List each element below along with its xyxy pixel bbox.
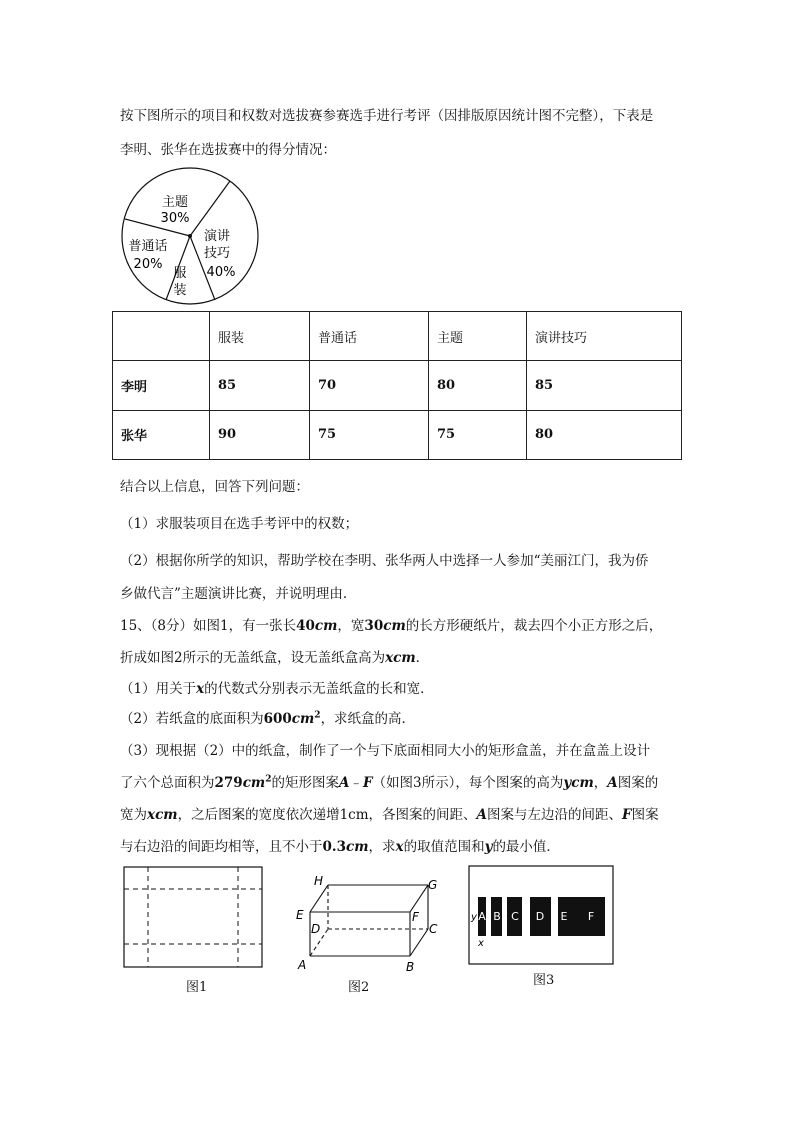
pie-center [188, 234, 192, 238]
score-cell: 80 [429, 361, 527, 410]
row-name: 张华 [113, 410, 210, 459]
q15-text: 图案的 [617, 775, 659, 791]
score-cell: 70 [310, 361, 429, 410]
figure-3-lid [466, 864, 616, 967]
unit-squared: 2 [265, 774, 272, 785]
vertex-label: B [406, 960, 415, 974]
vertex-label: H [314, 874, 324, 888]
q15-sub-1 [120, 677, 434, 697]
unit-cm: cm [346, 839, 369, 855]
vertex-label: D [311, 922, 321, 936]
vertex-label: A [298, 958, 307, 972]
q15-text: ，宽 [337, 618, 365, 634]
q15-line-1 [120, 614, 662, 634]
pie-label-speech: 演讲 [203, 229, 231, 244]
q14-part-2-line-1: （2）根据你所学的知识，帮助学校在李明、张华两人中选择一人参加“美丽江门，我为侨 [120, 553, 649, 569]
q15-text: 图案 [631, 807, 659, 823]
q15-text: ，各图案的间距、 [368, 807, 477, 823]
area-value: 600 [263, 711, 292, 727]
q15-sub-3-line-4 [120, 835, 560, 855]
var-y: y [484, 839, 493, 855]
unit-squared: 2 [314, 710, 321, 721]
q15-text: 的代数式分别表示无盖纸盒的长和宽． [204, 681, 434, 697]
cardboard-outline [124, 867, 262, 967]
unit-cm: cm [242, 775, 266, 791]
unit-cm: cm [291, 711, 315, 727]
score-table [112, 311, 682, 460]
figure-1-caption: 图1 [186, 980, 208, 995]
score-cell: 85 [210, 361, 310, 410]
pie-label-speech-2: 技巧 [203, 246, 231, 261]
var-F: F [622, 807, 632, 823]
q15-text: ， [593, 775, 608, 791]
unit-cm: cm [393, 650, 416, 666]
q15-text: ． [415, 650, 430, 666]
table-header-row [113, 312, 682, 361]
q15-text: 的矩形图案 [271, 775, 339, 791]
q15-text: 的取值范围和 [403, 839, 485, 855]
intro-line-1: 按下图所示的项目和权数对选拔赛参赛选手进行考评（因排版原因统计图不完整），下表是 [120, 108, 654, 124]
pattern-label: E [560, 910, 568, 923]
score-cell: 75 [310, 410, 429, 459]
q15-text: 的最小值． [492, 839, 560, 855]
q15-text: （2）若纸盒的底面积为 [120, 711, 264, 727]
score-cell: 80 [527, 410, 682, 459]
q15-text: ，求 [368, 839, 396, 855]
q14-part-2-line-2: 乡做代言”主题演讲比赛，并说明理由． [120, 586, 357, 602]
table-header-cell: 服装 [210, 312, 310, 361]
q15-line-2 [120, 646, 429, 666]
table-header-cell: 演讲技巧 [527, 312, 682, 361]
table-header-cell: 普通话 [310, 312, 429, 361]
vertex-label: E [296, 908, 304, 922]
pie-label-topic: 主题 [161, 195, 189, 210]
increment-value: 1 [339, 807, 349, 823]
min-gap: 0.3 [322, 839, 346, 855]
pie-label-topic-pct: 30% [160, 211, 190, 226]
pie-label-clothing: 服 [173, 266, 187, 281]
q15-text: ，之后图案的宽度依次递增 [177, 807, 340, 823]
unit-cm: cm [314, 618, 338, 634]
score-cell: 90 [210, 410, 310, 459]
var-x: x [196, 681, 205, 697]
pattern-label: D [535, 910, 545, 923]
q15-text: 的长方形硬纸片，裁去四个小正方形之后， [405, 618, 663, 634]
var-x: x [147, 807, 156, 823]
vertex-label: C [429, 922, 438, 936]
var-A: A [338, 775, 350, 791]
table-header-cell [113, 312, 210, 361]
q15-text: 了六个总面积为 [120, 775, 215, 791]
x-dimension-label: x [478, 938, 484, 949]
q15-width: 30 [364, 618, 384, 634]
var-y: y [563, 775, 572, 791]
figure-2-caption: 图2 [348, 980, 370, 995]
intro-line-2: 李明、张华在选拔赛中的得分情况： [120, 142, 336, 158]
y-dimension-label: y [471, 912, 477, 923]
pie-label-mandarin: 普通话 [128, 239, 168, 254]
q15-text: 宽为 [120, 807, 147, 823]
table-header-cell: 主题 [429, 312, 527, 361]
var-A: A [607, 775, 618, 791]
unit-cm: cm [571, 775, 594, 791]
var-A: A [476, 807, 488, 823]
pie-label-speech-pct: 40% [206, 265, 236, 280]
q14-prompt: 结合以上信息，回答下列问题： [120, 479, 309, 495]
pie-label-clothing-2: 装 [173, 283, 187, 298]
unit-cm: cm [348, 807, 369, 823]
pattern-label: B [493, 910, 501, 923]
q15-sub-3-line-2 [120, 771, 658, 791]
q15-text: （如图3所示），每个图案的高为 [372, 775, 564, 791]
pattern-label: F [587, 910, 595, 923]
q15-sub-2 [120, 707, 415, 727]
q15-length: 40 [296, 618, 315, 634]
q15-text: ﹣ [349, 775, 363, 791]
row-name: 李明 [113, 361, 210, 410]
vertex-label: G [428, 878, 438, 892]
q15-text: 图案与左边沿的间距、 [487, 807, 623, 823]
score-cell: 85 [527, 361, 682, 410]
figure-2-box [290, 868, 445, 978]
unit-cm: cm [383, 618, 406, 634]
var-x: x [395, 839, 404, 855]
unit-cm: cm [155, 807, 178, 823]
q15-text: 15、（8分）如图1，有一张长 [120, 618, 297, 634]
table-row [113, 410, 682, 459]
q15-text: 与右边沿的间距均相等，且不小于 [120, 839, 323, 855]
weight-pie-chart [118, 164, 263, 309]
vertex-label: F [412, 910, 419, 924]
q15-sub-3-line-3 [120, 803, 659, 823]
total-area: 279 [214, 775, 243, 791]
score-cell: 75 [429, 410, 527, 459]
q14-part-1: （1）求服装项目在选手考评中的权数； [120, 516, 359, 532]
q15-text: （1）用关于 [120, 681, 197, 697]
var-x: x [385, 650, 394, 666]
figure-1-cardboard [120, 863, 266, 971]
q15-text: ，求纸盒的高． [320, 711, 416, 727]
table-row [113, 361, 682, 410]
pattern-label: A [478, 910, 486, 923]
pattern-label: C [511, 910, 519, 923]
q15-sub-3-line-1: （3）现根据（2）中的纸盒，制作了一个与下底面相同大小的矩形盒盖，并在盒盖上设计 [120, 743, 651, 759]
q15-text: 折成如图2所示的无盖纸盒，设无盖纸盒高为 [120, 650, 386, 666]
var-F: F [362, 775, 373, 791]
figure-3-caption: 图3 [533, 973, 555, 988]
pie-label-mandarin-pct: 20% [133, 257, 163, 272]
